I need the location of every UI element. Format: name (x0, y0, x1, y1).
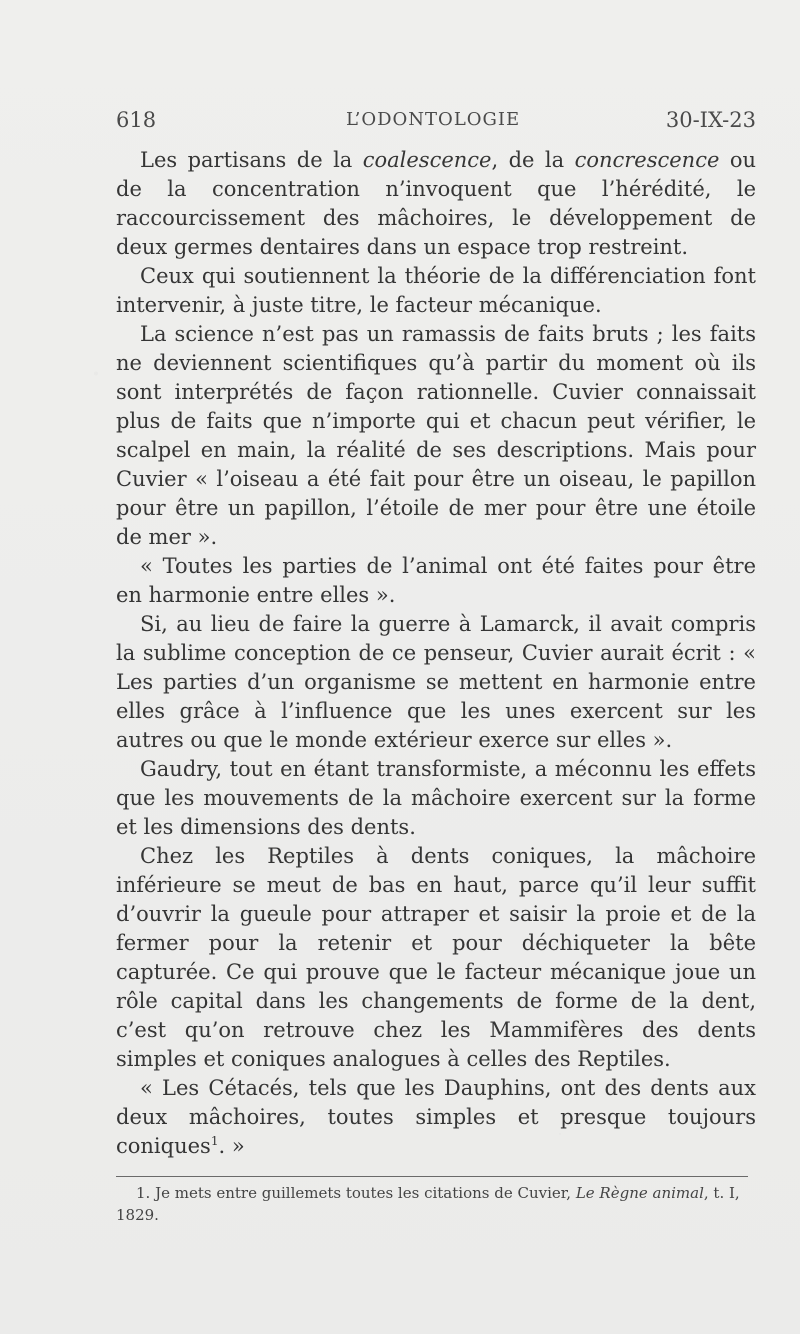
paragraph-science: La science n’est pas un ramassis de faits bruts ; les faits ne deviennent scientifiques qu’à partir du moment où ils sont interprétés de façon rationnelle. Cuvier connaissait plus de faits que n’importe qui et chacun peut vérifier, le scalpel en main, la réalité de ses descriptions. Mais pour Cuvier « l’oiseau a été fait pour être un oiseau, le papillon pour être un papillon, l’étoile de mer pour être une étoile de mer ». (116, 322, 756, 549)
paragraph-text: Les partisans de la (140, 148, 363, 172)
running-header (116, 108, 756, 134)
italic-term-coalescence: coalescence (362, 148, 492, 172)
paragraph-text: . » (218, 1134, 245, 1158)
page-number: 618 (116, 108, 157, 132)
footnote-text: , t. I, 1829. (116, 1184, 740, 1224)
journal-title: L’ODONTOLOGIE (346, 109, 521, 130)
paragraph-reptiles: Chez les Reptiles à dents coniques, la mâchoire inférieure se meut de bas en haut, parce qu’il leur suffit d’ouvrir la gueule pour attraper et saisir la proie et de la fermer pour la retenir et pour déchiqueter la bête capturée. Ce qui prouve que le facteur mécanique joue un rôle capital dans les changements de forme de la dent, c’est qu’on retrouve chez les Mammifères des dents simples et coniques analogues à celles des Reptiles. (116, 844, 756, 1071)
paragraph-quote-harmony: « Toutes les parties de l’animal ont été faites pour être en harmonie entre elles ». (116, 554, 756, 607)
paragraph-text: , de la (491, 148, 575, 172)
footnote-book-title: Le Règne animal (575, 1184, 704, 1202)
paragraph-text: ou de la concentration n’invoquent que l’hérédité, le raccourcissement des mâchoires, le développement de deux germes dentaires dans un espace trop restreint. (116, 148, 757, 259)
paragraph-coalescence (116, 146, 756, 262)
footnote-divider (116, 1176, 748, 1177)
italic-term-concrescence: concrescence (574, 148, 720, 172)
main-text (116, 146, 756, 1161)
footnote (116, 1182, 756, 1226)
footnote-reference[interactable]: 1 (210, 1134, 219, 1148)
paragraph-lamarck: Si, au lieu de faire la guerre à Lamarck, il avait compris la sublime conception de ce penseur, Cuvier aurait écrit : « Les parties d’un organisme se mettent en harmonie entre elles grâce à l’influence que les unes exercent sur les autres ou que le monde extérieur exerce sur elles ». (116, 612, 756, 752)
paragraph-gaudry: Gaudry, tout en étant transformiste, a méconnu les effets que les mouvements de la mâchoire exercent sur la forme et les dimensions des dents. (116, 757, 756, 839)
issue-date: 30-IX-23 (665, 108, 756, 132)
footnote-text: 1. Je mets entre guillemets toutes les citations de Cuvier, (136, 1184, 576, 1202)
paragraph-cetaceans (116, 1074, 756, 1161)
paragraph-text: « Les Cétacés, tels que les Dauphins, ont des dents aux deux mâchoires, toutes simples et presque toujours coniques (116, 1076, 756, 1158)
paragraph-differentiation: Ceux qui soutiennent la théorie de la différenciation font intervenir, à juste titre, le facteur mécanique. (116, 264, 756, 317)
